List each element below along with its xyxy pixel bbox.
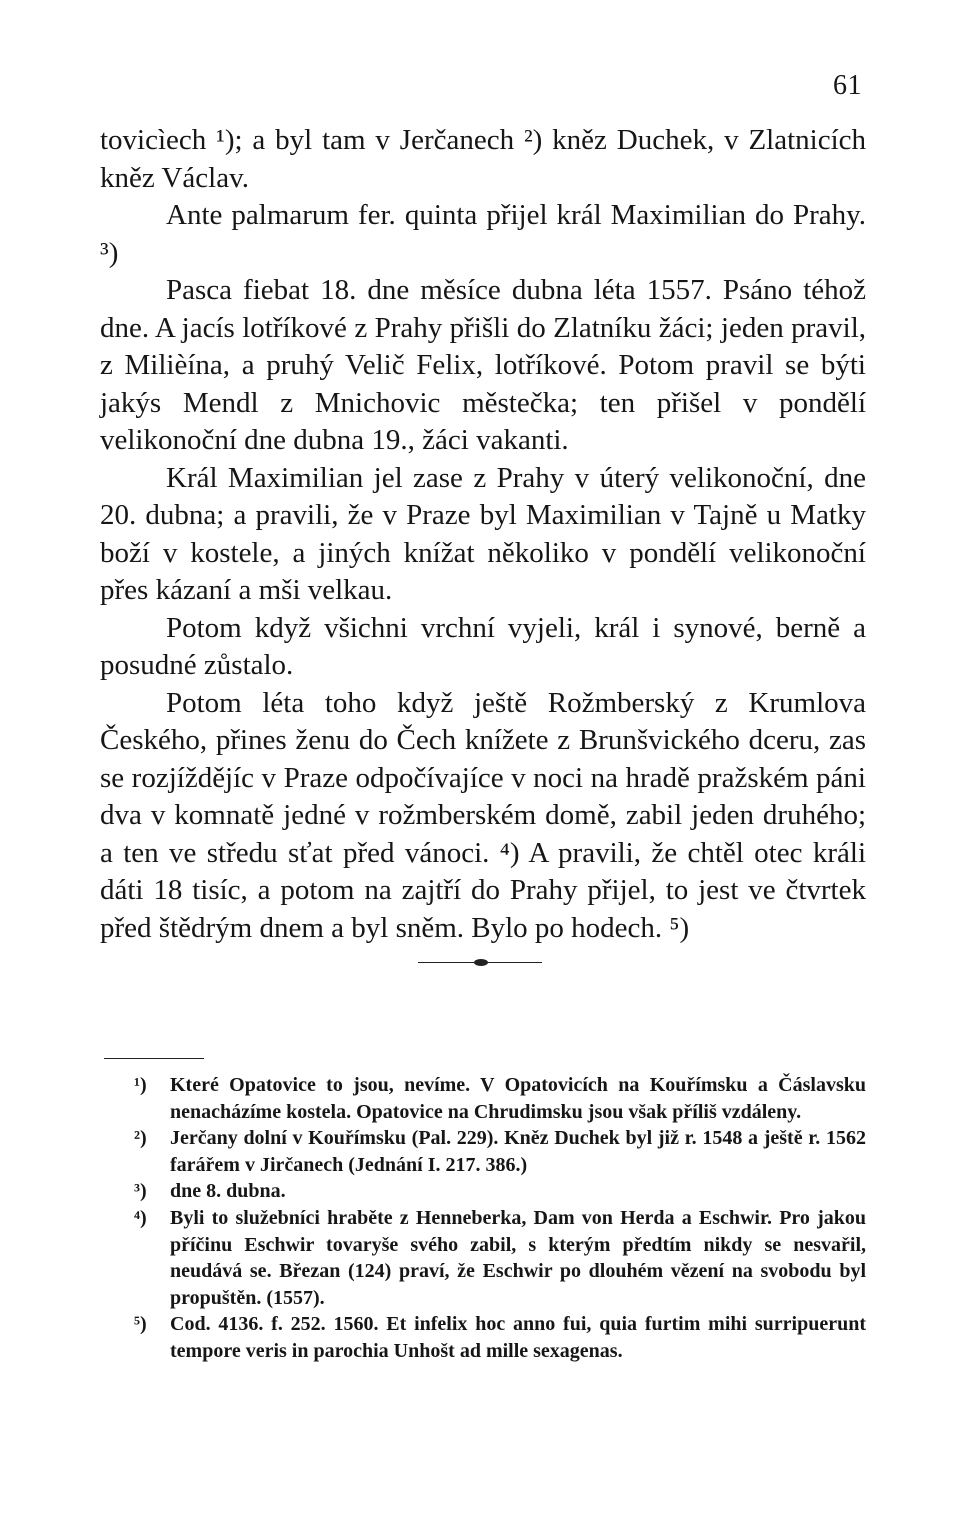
paragraph-4: Král Maximilian jel zase z Prahy v úterý velikonoční, dne 20. dubna; a pravili, že v Praze byl Maximilian v Tajně u Matky boží v kostele, a jiných knížat několiko v pondělí velikonoční přes kázaní a mši velkau. — [100, 461, 866, 606]
footnote-marker: ²) — [134, 1127, 147, 1150]
footnote-separator — [104, 1058, 204, 1059]
footnote-5 — [104, 1311, 866, 1364]
paragraph-3: Pasca fiebat 18. dne měsíce dubna léta 1557. Psáno téhož dne. A jacís lotříkové z Prahy přišli do Zlatníku žáci; jeden pravil, z Milièína, a pruhý Velič Felix, lotříkové. Potom pravil se býti jakýs Mendl z Mnichovic městečka; ten přišel v pondělí velikonoční dne dubna 19., žáci vakanti. — [100, 274, 866, 456]
page-number: 61 — [833, 70, 862, 101]
paragraph-6: Potom léta toho když ještě Rožmberský z Krumlova Českého, přines ženu do Čech knížete z Brunšvického dceru, zas se rozjíždějíc v Praze odpočívajíce v noci na hradě pražském páni dva v komnatě jedné v rožmberském domě, zabil jeden druhého; a ten ve středu sťat před vánoci. ⁴) A pravili, že chtěl otec králi dáti 18 tisíc, a potom na zajtří do Prahy přijel, to jest ve čtvrtek před štědrým dnem a byl sněm. Bylo po hodech. ⁵) — [100, 686, 866, 944]
paragraph-5: Potom když všichni vrchní vyjeli, král i synové, berně a posudné zůstalo. — [100, 611, 866, 681]
footnote-marker: ⁴) — [134, 1206, 147, 1229]
footnote-2 — [104, 1125, 866, 1178]
footnote-text: Které Opatovice to jsou, nevíme. V Opatovicích na Kouřímsku a Čáslavsku nenacházíme kostela. Opatovice na Chrudimsku jsou však příliš vzdáleny. — [170, 1074, 866, 1123]
paragraph-2: Ante palmarum fer. quinta přijel král Maximilian do Prahy. ³) — [100, 199, 866, 269]
footnote-text: Cod. 4136. f. 252. 1560. Et infelix hoc anno fui, quia furtim mihi surripuerunt tempore veris in parochia Unhošt ad mille sexagenas. — [170, 1313, 866, 1362]
footnote-1 — [104, 1072, 866, 1125]
footnote-marker: ¹) — [134, 1074, 147, 1096]
main-text — [100, 122, 866, 947]
footnote-4 — [104, 1205, 866, 1311]
footnote-text: dne 8. dubna. — [170, 1180, 286, 1203]
footnote-marker: ³) — [134, 1180, 147, 1203]
paragraph-1: tovicìech ¹); a byl tam v Jerčanech ²) kněz Duchek, v Zlatnicích kněz Václav. — [100, 124, 866, 194]
footnote-text: Jerčany dolní v Kouřímsku (Pal. 229). Kněz Duchek byl již r. 1548 a ještě r. 1562 farářem v Jirčanech (Jednání I. 217. 386.) — [170, 1127, 866, 1176]
section-divider-ornament — [418, 958, 542, 968]
footnotes — [104, 1072, 866, 1365]
footnote-text: Byli to služebníci hraběte z Henneberka, Dam von Herda a Eschwir. Pro jakou příčinu Eschwir tovaryše svého zabil, s kterým předtím nikdy se nesvařil, neudává se. Březan (124) praví, že Eschwir po dlouhém vězení na svobodu byl propuštěn. (1557). — [170, 1206, 866, 1309]
footnote-marker: ⁵) — [134, 1313, 147, 1336]
footnote-3 — [104, 1178, 866, 1205]
